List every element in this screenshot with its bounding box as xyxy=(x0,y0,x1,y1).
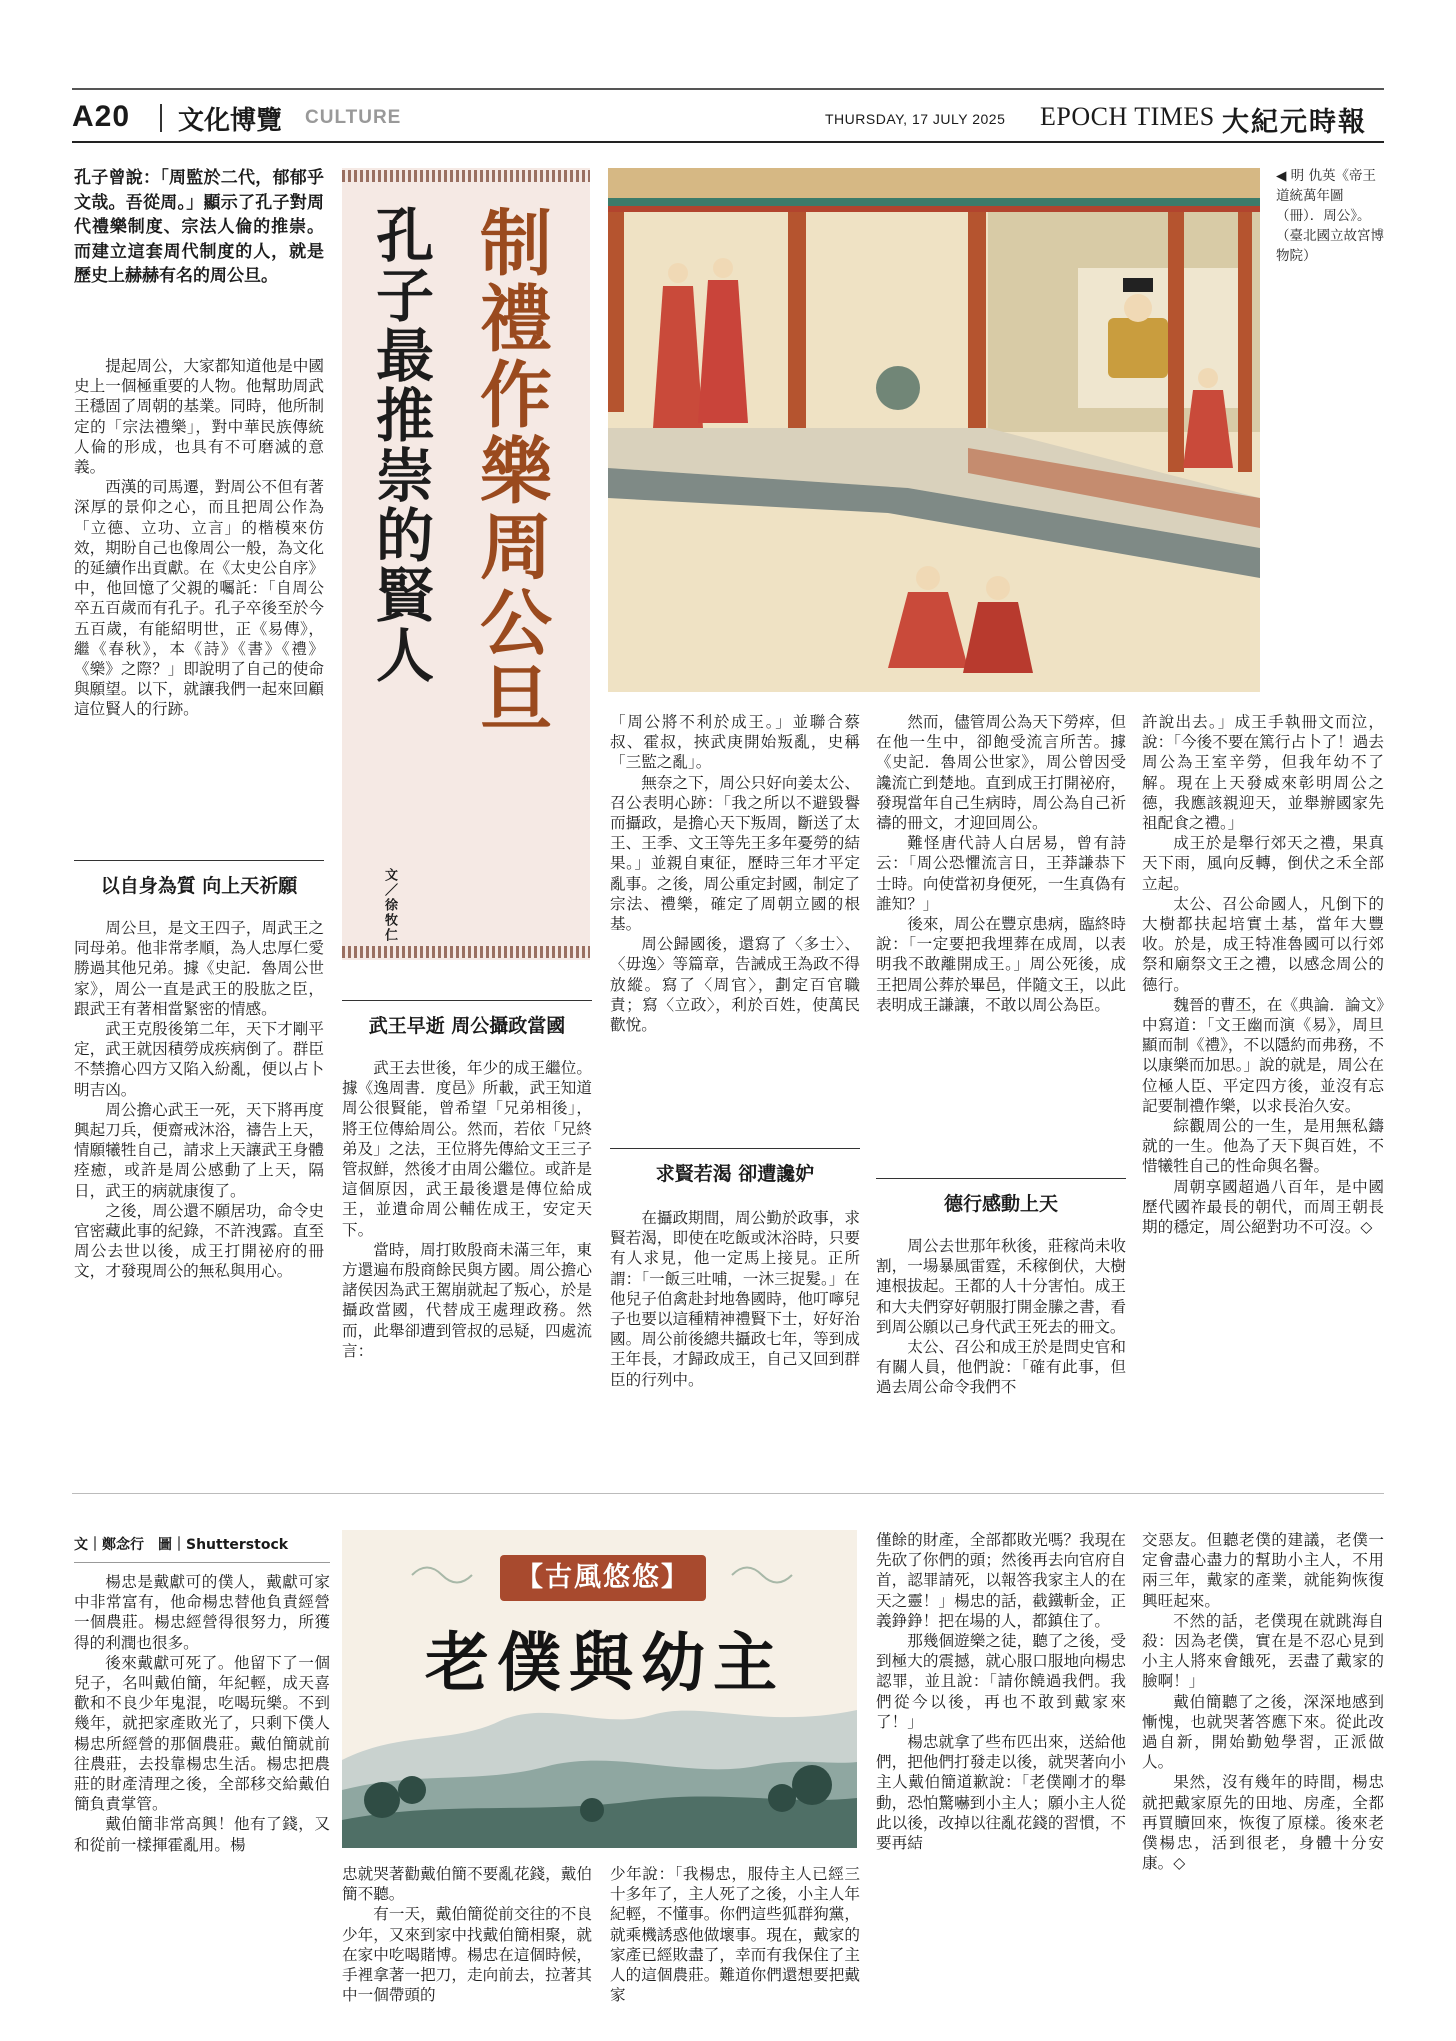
subheading-4: 德行感動上天 xyxy=(876,1178,1126,1222)
article-lede: 孔子曾說：「周監於二代，郁郁乎文哉。吾從周。」顯示了孔子對周代禮樂制度、宗法人倫的推崇。而建立這套周代制度的人，就是歷史上赫赫有名的周公旦。 xyxy=(74,168,324,286)
paragraph: 「周公將不利於成王。」並聯合蔡叔、霍叔，挾武庚開始叛亂，史稱「三監之亂」。 xyxy=(610,713,860,772)
section-title-en: CULTURE xyxy=(305,107,402,128)
article2-column-1 xyxy=(74,1572,330,1855)
article-title: 制禮作樂周公旦 xyxy=(468,205,553,737)
masthead-zh: 大紀元時報 xyxy=(1222,107,1367,138)
paragraph: 後來，周公在豐京患病，臨終時說：「一定要把我埋葬在成周，以表明我不敢離開成王。」周公死後，成王把周公葬於畢邑，伴隨文王，以此表明成王謙讓，不敢以周公為臣。 xyxy=(876,915,1126,1014)
article-column-5 xyxy=(1142,712,1384,1237)
article2-column-5 xyxy=(1142,1530,1384,1873)
paragraph: 周朝享國超過八百年，是中國歷代國祚最長的朝代，而周王朝長期的穩定，周公絕對功不可沒。◇ xyxy=(1142,1177,1384,1237)
paragraph: 太公、召公和成王於是問史官和有關人員，他們說：「確有此事，但過去周公命令我們不 xyxy=(876,1338,1126,1397)
paragraph: 太公、召公命國人，凡倒下的大樹都扶起培實土基，當年大豐收。於是，成王特准魯國可以行郊祭和廟祭文王之禮，以感念周公的德行。 xyxy=(1142,894,1384,994)
paragraph: 武王去世後，年少的成王繼位。據《逸周書．度邑》所載，武王知道周公很賢能，曾希望「兄弟相後」，將王位傳給周公。然而，若依「兄終弟及」之法，王位將先傳給文王三子管叔鮮，然後才由周公繼位。或許是這個原因，武王最後還是傳位給成王，並遺命周公輔佐成王，安定天下。 xyxy=(342,1059,592,1239)
article-author: 文／徐牧仁 xyxy=(382,868,397,943)
paragraph: 難怪唐代詩人白居易，曾有詩云：「周公恐懼流言日，王莽謙恭下士時。向使當初身便死，一生真偽有誰知？」 xyxy=(876,834,1126,913)
paragraph: 提起周公，大家都知道他是中國史上一個極重要的人物。他幫助周武王穩固了周朝的基業。同時，他所制定的「宗法禮樂」，對中華民族傳統人倫的形成，也具有不可磨滅的意義。 xyxy=(74,357,324,477)
article-subtitle: 孔子最推崇的賢人 xyxy=(366,205,434,685)
paragraph: 楊忠就拿了些布匹出來，送給他們，把他們打發走以後，就哭著向小主人戴伯簡道歉說：「老僕剛才的舉動，恐怕驚嚇到小主人；願小主人從此以後，改掉以往亂花錢的習慣，不要再結 xyxy=(876,1733,1126,1853)
section-title-zh: 文化博覽 xyxy=(178,106,283,136)
image-caption: ◀ 明 仇英《帝王道統萬年圖（冊）．周公》。（臺北國立故宮博物院） xyxy=(1276,168,1384,264)
painting-image xyxy=(608,168,1260,692)
paragraph: 不然的話，老僕現在就跳海自殺：因為老僕，實在是不忍心見到小主人將來會餓死，丟盡了戴家的臉啊！」 xyxy=(1142,1611,1384,1691)
paragraph: 無奈之下，周公只好向姜太公、召公表明心跡：「我之所以不避毀譽而攝政，是擔心天下叛周，斷送了太王、王季、文王等先王多年憂勞的結果。」並親自東征，歷時三年才平定亂事。之後，周公重定封國，制定了宗法、禮樂，確定了周朝立國的根基。 xyxy=(610,773,860,934)
paragraph: 許說出去。」成王手執冊文而泣，說：「今後不要在篤行占卜了！過去周公為王室辛勞，但我年幼不了解。現在上天發威來彰明周公之德，我應該親迎天，並舉辦國家先祖配食之禮。」 xyxy=(1142,713,1384,833)
title-panel-bottom-border xyxy=(342,946,590,958)
paragraph: 當時，周打敗殷商未滿三年，東方還遍布殷商餘民與方國。周公擔心諸侯因為武王駕崩就起了叛心，於是攝政當國，代替成王處理政務。然而，此舉卻遭到管叔的忌疑，四處流言： xyxy=(342,1240,592,1360)
paragraph: 交惡友。但聽老僕的建議，老僕一定會盡心盡力的幫助小主人，不用兩三年，戴家的產業，就能夠恢復興旺起來。 xyxy=(1142,1531,1384,1610)
article-separator xyxy=(72,1493,1384,1494)
article2-byline: 文｜鄭念行 圖｜Shutterstock xyxy=(74,1534,330,1563)
article2-column-2 xyxy=(342,1864,592,2005)
article2-column-4 xyxy=(876,1530,1126,1853)
subheading-2: 武王早逝 周公攝政當國 xyxy=(342,1000,592,1044)
article2-column-3 xyxy=(610,1864,860,2005)
header-divider xyxy=(160,104,162,132)
paragraph: 成王於是舉行郊天之禮，果真天下雨，風向反轉，倒伏之禾全部立起。 xyxy=(1142,834,1384,893)
paragraph: 僅餘的財產，全部都敗光嗎？我現在先砍了你們的頭；然後再去向官府自首，認罪請死，以報答我家主人的在天之靈！」楊忠的話，截鐵斬金，正義錚錚！把在場的人，都鎮住了。 xyxy=(876,1531,1126,1630)
subheading-3: 求賢若渴 卻遭讒妒 xyxy=(610,1148,860,1192)
series-tag: 【古風悠悠】 xyxy=(500,1555,706,1601)
paragraph: 綜觀周公的一生，是用無私鑄就的一生。他為了天下與百姓，不惜犧牲自己的性命與名譽。 xyxy=(1142,1117,1384,1176)
article-column-3b xyxy=(610,1208,860,1390)
paragraph: 戴伯簡聽了之後，深深地感到慚愧，也就哭著答應下來。從此改過自新，開始勤勉學習，正派做人。 xyxy=(1142,1692,1384,1772)
paragraph: 戴伯簡非常高興！他有了錢，又和從前一樣揮霍亂用。楊 xyxy=(74,1815,330,1854)
paragraph: 之後，周公還不願居功，命令史官密藏此事的紀錄，不許洩露。直至周公去世以後，成王打開祕府的冊文，才發現周公的無私與用心。 xyxy=(74,1201,324,1281)
title-panel-top-border xyxy=(342,170,590,182)
paragraph: 後來戴獻可死了。他留下了一個兒子，名叫戴伯簡，年紀輕，成天喜歡和不良少年鬼混，吃喝玩樂。不到幾年，就把家產敗光了，只剩下僕人楊忠所經營的那個農莊。戴伯簡就前往農莊，去投靠楊忠生活。楊忠把農莊的財產清理之後，全部移交給戴伯簡負責掌管。 xyxy=(74,1653,330,1814)
paragraph: 周公旦，是文王四子，周武王之同母弟。他非常孝順，為人忠厚仁愛勝過其他兄弟。據《史記．魯周公世家》，周公一直是武王的股肱之臣，跟武王有著相當緊密的情感。 xyxy=(74,919,324,1018)
paragraph: 魏晉的曹丕，在《典論．論文》中寫道：「文王幽而演《易》，周旦顯而制《禮》，不以隱約而弗務，不以康樂而加思。」說的就是，周公在位極人臣、平定四方後，並沒有忘記要制禮作樂，以求長治久安。 xyxy=(1142,995,1384,1115)
paragraph: 有一天，戴伯簡從前交往的不良少年，又來到家中找戴伯簡相聚，就在家中吃喝賭博。楊忠在這個時候，手裡拿著一把刀，走向前去，拉著其中一個帶頭的 xyxy=(342,1905,592,2005)
paragraph: 那幾個遊樂之徒，聽了之後，受到極大的震撼，就心服口服地向楊忠認罪，並且說：「請你饒過我們。我們從今以後，再也不敢到戴家來了！」 xyxy=(876,1632,1126,1731)
paragraph: 楊忠是戴獻可的僕人，戴獻可家中非常富有，他命楊忠替他負責經營一個農莊。楊忠經營得很努力，所獲得的利潤也很多。 xyxy=(74,1573,330,1652)
header-top-rule xyxy=(72,88,1384,90)
paragraph: 忠就哭著勸戴伯簡不要亂花錢，戴伯簡不聽。 xyxy=(342,1865,592,1904)
paragraph: 在攝政期間，周公勤於政事，求賢若渴，即使在吃飯或沐浴時，只要有人求見，他一定馬上接見。正所謂：「一飯三吐哺，一沐三捉髮。」在他兒子伯禽赴封地魯國時，他叮嚀兒子也要以這種精神禮賢下士，好好治國。周公前後總共攝政七年，等到成王年長，才歸政成王，自己又回到群臣的行列中。 xyxy=(610,1209,860,1389)
article-column-1b xyxy=(74,918,324,1282)
subheading-1: 以自身為質 向上天祈願 xyxy=(74,860,324,904)
header-bottom-rule xyxy=(72,141,1384,143)
paragraph: 武王克殷後第二年，天下才剛平定，武王就因積勞成疾病倒了。群臣不禁擔心四方又陷入紛亂，便以占卜明吉凶。 xyxy=(74,1020,324,1099)
paragraph: 周公去世那年秋後，莊稼尚未收割，一場暴風雷霆，禾稼倒伏，大樹連根拔起。王都的人十分害怕。成王和大夫們穿好朝服打開金縢之書，看到周公願以己身代武王死去的冊文。 xyxy=(876,1237,1126,1336)
issue-date: THURSDAY, 17 JULY 2025 xyxy=(825,111,1006,127)
article-column-4 xyxy=(876,712,1126,1015)
paragraph: 然而，儘管周公為天下勞瘁，但在他一生中，卻飽受流言所苦。據《史記．魯周公世家》，周公曾因受讒流亡到楚地。直到成王打開祕府，發現當年自己生病時，周公為自己祈禱的冊文，才迎回周公。 xyxy=(876,713,1126,833)
page-number: A20 xyxy=(72,100,131,133)
paragraph: 果然，沒有幾年的時間，楊忠就把戴家原先的田地、房產，全都再買贖回來，恢復了原樣。後來老僕楊忠，活到很老，身體十分安康。◇ xyxy=(1142,1773,1384,1873)
paragraph: 西漢的司馬遷，對周公不但有著深厚的景仰之心，而且把周公作為「立德、立功、立言」的楷模來仿效，期盼自己也像周公一般，為文化的延續作出貢獻。在《太史公自序》中，他回憶了父親的囑託：「自周公卒五百歲而有孔子。孔子卒後至於今五百歲，有能紹明世，正《易傳》，繼《春秋》，本《詩》《書》《禮》《樂》之際？」即說明了自己的使命與願望。以下，就讓我們一起來回顧這位賢人的行跡。 xyxy=(74,478,324,719)
masthead-en: EPOCH TIMES xyxy=(1040,102,1215,131)
article-column-1 xyxy=(74,356,324,720)
paragraph: 少年說：「我楊忠，服侍主人已經三十多年了，主人死了之後，小主人年紀輕，不懂事。你們這些狐群狗黨，就乘機誘惑他做壞事。現在，戴家的家產已經敗盡了，幸而有我保住了主人的這個農莊。難道你們還想要把戴家 xyxy=(610,1865,860,2005)
article-column-3 xyxy=(610,712,860,1035)
article-column-2 xyxy=(342,1058,592,1361)
article-column-4b xyxy=(876,1236,1126,1398)
paragraph: 周公歸國後，還寫了〈多士〉、〈毋逸〉等篇章，告誡成王為政不得放縱。寫了〈周官〉，劃定百官職責；寫〈立政〉，利於百姓，使萬民歡悅。 xyxy=(610,935,860,1035)
article2-title: 老僕與幼主 xyxy=(425,1626,785,1701)
paragraph: 周公擔心武王一死，天下將再度興起刀兵，便齋戒沐浴，禱告上天，情願犧牲自己，請求上天讓武王身體痊癒，或許是周公感動了上天，隔日，武王的病就康復了。 xyxy=(74,1100,324,1200)
